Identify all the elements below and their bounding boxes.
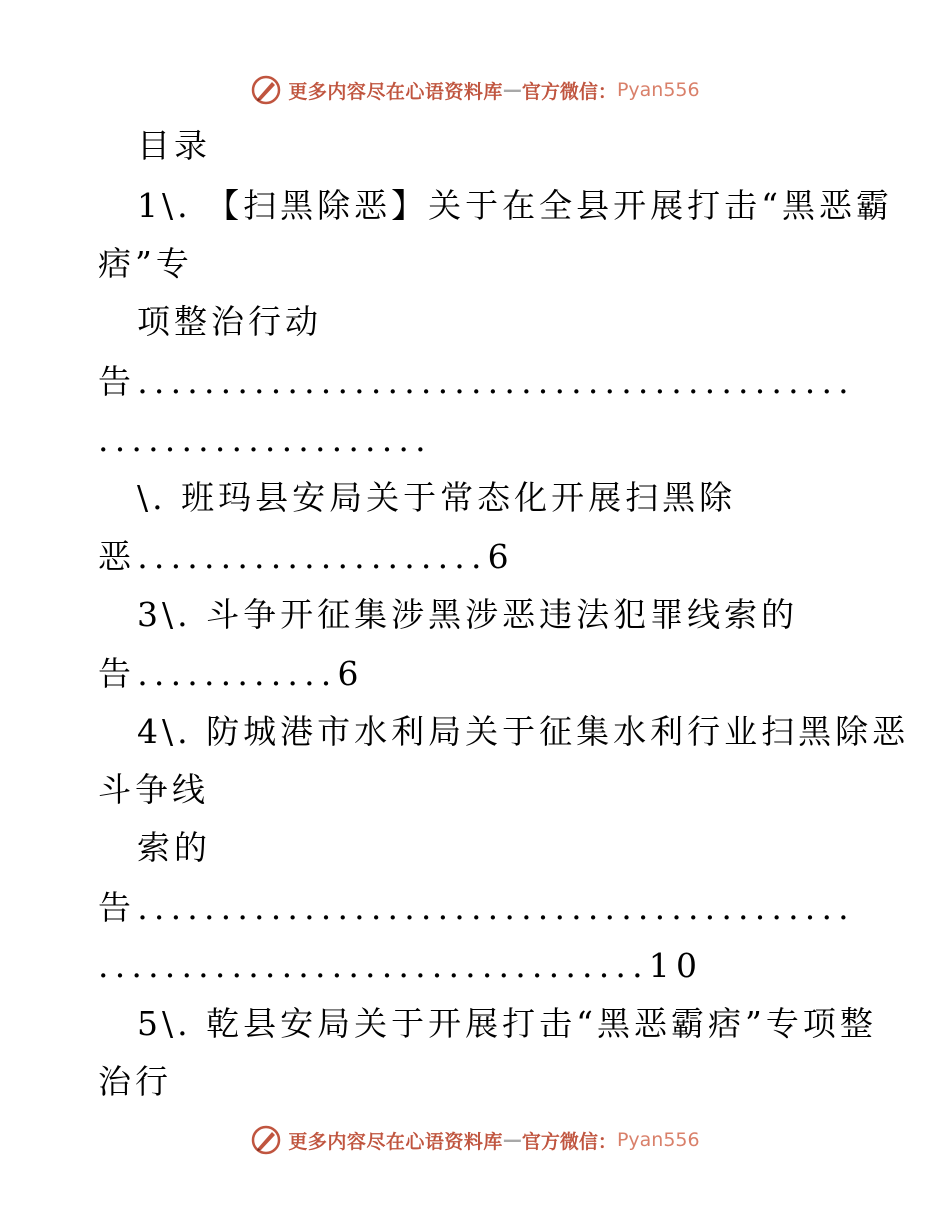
header-banner xyxy=(0,70,950,110)
toc-line: 5\. 乾县安局关于开展打击“黑恶霸痞”专项整 xyxy=(137,1004,877,1043)
banner-separator: — xyxy=(502,79,522,101)
toc-line: 告........................................... xyxy=(98,362,855,401)
toc-title: 目录 xyxy=(137,126,211,165)
banner-wechat-label: 官方微信： xyxy=(521,80,617,103)
footer-banner xyxy=(0,1120,950,1160)
toc-line: 索的 xyxy=(137,828,211,867)
toc-line: 项整治行动 xyxy=(137,302,322,341)
toc-line: 3\. 斗争开征集涉黑涉恶违法犯罪线索的 xyxy=(137,595,799,634)
toc-line: .................................10 xyxy=(98,946,704,985)
pen-logo-icon xyxy=(250,74,282,106)
banner-site-text: 更多内容尽在心语资料库 xyxy=(288,1130,503,1153)
pen-logo-icon xyxy=(250,1124,282,1156)
banner-separator: — xyxy=(502,1129,522,1151)
toc-line: \. 班玛县安局关于常态化开展扫黑除 xyxy=(137,478,737,517)
toc-line: 告............6 xyxy=(98,654,365,693)
toc-line: 4\. 防城港市水利局关于征集水利行业扫黑除恶 xyxy=(137,712,910,751)
toc-line: 告........................................... xyxy=(98,888,855,927)
toc-line: 治行 xyxy=(98,1062,172,1101)
toc-line: 斗争线 xyxy=(98,770,209,809)
toc-line: 1\. 【扫黑除恶】关于在全县开展打击“黑恶霸 xyxy=(137,186,893,225)
banner-wechat-id: Pyan556 xyxy=(616,79,700,101)
banner-wechat-id: Pyan556 xyxy=(616,1129,700,1151)
banner-site-text: 更多内容尽在心语资料库 xyxy=(288,80,503,103)
banner-wechat-label: 官方微信： xyxy=(521,1130,617,1153)
toc-line: 恶.....................6 xyxy=(98,537,515,576)
toc-line: 痞”专 xyxy=(98,244,193,283)
toc-line: .................... xyxy=(98,420,432,459)
